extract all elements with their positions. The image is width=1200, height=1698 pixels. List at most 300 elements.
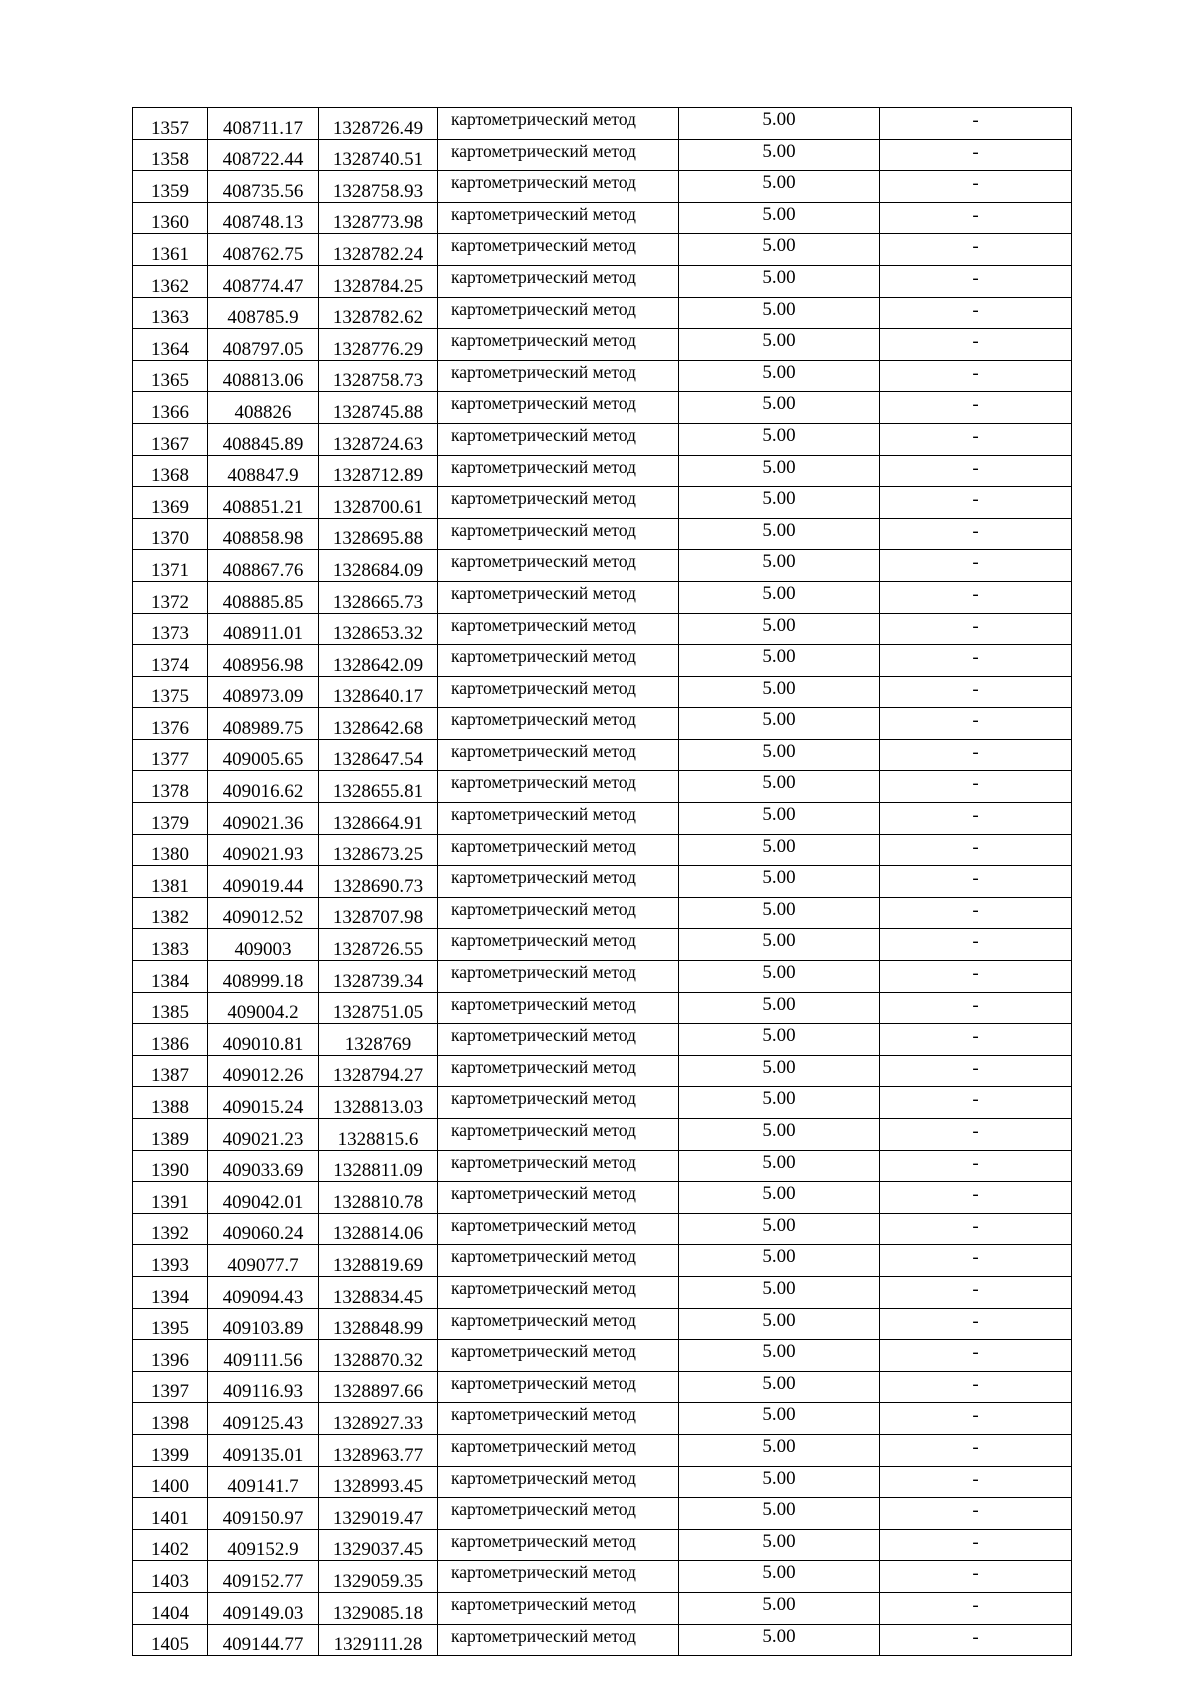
table-row	[133, 929, 1072, 961]
note-cell	[880, 234, 1072, 266]
method-cell	[438, 834, 679, 866]
table-row	[133, 234, 1072, 266]
y-coordinate-cell	[319, 1308, 438, 1340]
accuracy-text: 5.00	[762, 867, 796, 889]
note-cell	[880, 1150, 1072, 1182]
accuracy-cell	[679, 1308, 880, 1340]
method-cell	[438, 992, 679, 1024]
method-text: картометрический метод	[451, 172, 636, 193]
accuracy-text: 5.00	[762, 1435, 796, 1457]
accuracy-cell	[679, 708, 880, 740]
point-number-cell	[133, 487, 208, 519]
note-cell	[880, 360, 1072, 392]
x-coordinate-text: 408785.9	[227, 307, 299, 329]
y-coordinate-cell	[319, 708, 438, 740]
method-text: картометрический метод	[451, 930, 636, 951]
note-cell	[880, 1055, 1072, 1087]
method-cell	[438, 1561, 679, 1593]
point-number-cell	[133, 171, 208, 203]
x-coordinate-text: 409144.77	[222, 1634, 304, 1656]
note-cell	[880, 929, 1072, 961]
x-coordinate-text: 409149.03	[222, 1602, 304, 1624]
x-coordinate-cell	[208, 834, 319, 866]
accuracy-text: 5.00	[762, 266, 796, 288]
x-coordinate-text: 408813.06	[222, 370, 304, 392]
table-row	[133, 550, 1072, 582]
method-text: картометрический метод	[451, 488, 636, 509]
point-number-cell	[133, 1498, 208, 1530]
note-cell	[880, 866, 1072, 898]
point-number-text: 1390	[151, 1160, 189, 1182]
x-coordinate-cell	[208, 1245, 319, 1277]
accuracy-text: 5.00	[762, 361, 796, 383]
x-coordinate-text: 408847.9	[227, 465, 299, 487]
note-text: -	[972, 204, 979, 226]
x-coordinate-cell	[208, 1276, 319, 1308]
y-coordinate-text: 1328758.73	[332, 370, 424, 392]
note-text: -	[972, 299, 979, 321]
x-coordinate-text: 409012.26	[222, 1065, 304, 1087]
y-coordinate-cell	[319, 1529, 438, 1561]
point-number-cell	[133, 518, 208, 550]
method-cell	[438, 1529, 679, 1561]
accuracy-text: 5.00	[762, 646, 796, 668]
method-text: картометрический метод	[451, 582, 636, 603]
method-text: картометрический метод	[451, 1499, 636, 1520]
x-coordinate-cell	[208, 1434, 319, 1466]
y-coordinate-cell	[319, 297, 438, 329]
y-coordinate-text: 1328712.89	[332, 465, 424, 487]
accuracy-text: 5.00	[762, 203, 796, 225]
note-cell	[880, 1529, 1072, 1561]
y-coordinate-cell	[319, 1024, 438, 1056]
accuracy-cell	[679, 265, 880, 297]
x-coordinate-text: 408989.75	[222, 717, 304, 739]
x-coordinate-text: 408762.75	[222, 243, 304, 265]
method-cell	[438, 645, 679, 677]
accuracy-cell	[679, 1561, 880, 1593]
note-cell	[880, 265, 1072, 297]
method-cell	[438, 929, 679, 961]
method-text: картометрический метод	[451, 646, 636, 667]
accuracy-text: 5.00	[762, 298, 796, 320]
x-coordinate-cell	[208, 234, 319, 266]
note-cell	[880, 1308, 1072, 1340]
x-coordinate-cell	[208, 613, 319, 645]
method-text: картометрический метод	[451, 330, 636, 351]
accuracy-text: 5.00	[762, 519, 796, 541]
method-cell	[438, 739, 679, 771]
table-row	[133, 360, 1072, 392]
method-cell	[438, 234, 679, 266]
x-coordinate-text: 408956.98	[222, 654, 304, 676]
accuracy-text: 5.00	[762, 835, 796, 857]
point-number-text: 1370	[151, 528, 189, 550]
accuracy-cell	[679, 139, 880, 171]
point-number-cell	[133, 1024, 208, 1056]
table-row	[133, 1024, 1072, 1056]
table-row	[133, 739, 1072, 771]
y-coordinate-cell	[319, 1561, 438, 1593]
accuracy-cell	[679, 771, 880, 803]
table-row	[133, 202, 1072, 234]
method-cell	[438, 1371, 679, 1403]
method-cell	[438, 897, 679, 929]
note-cell	[880, 550, 1072, 582]
accuracy-text: 5.00	[762, 1562, 796, 1584]
accuracy-cell	[679, 581, 880, 613]
accuracy-text: 5.00	[762, 930, 796, 952]
note-cell	[880, 992, 1072, 1024]
note-text: -	[972, 1342, 979, 1364]
method-text: картометрический метод	[451, 519, 636, 540]
accuracy-cell	[679, 1119, 880, 1151]
method-cell	[438, 1087, 679, 1119]
accuracy-text: 5.00	[762, 1499, 796, 1521]
table-row	[133, 834, 1072, 866]
note-cell	[880, 1119, 1072, 1151]
method-cell	[438, 265, 679, 297]
table-row	[133, 961, 1072, 993]
y-coordinate-cell	[319, 1182, 438, 1214]
y-coordinate-text: 1328673.25	[332, 844, 424, 866]
y-coordinate-text: 1328782.62	[332, 307, 424, 329]
y-coordinate-cell	[319, 1340, 438, 1372]
point-number-cell	[133, 1055, 208, 1087]
x-coordinate-cell	[208, 1340, 319, 1372]
x-coordinate-text: 409012.52	[222, 907, 304, 929]
note-text: -	[972, 836, 979, 858]
note-text: -	[972, 931, 979, 953]
table-row	[133, 392, 1072, 424]
y-coordinate-cell	[319, 1119, 438, 1151]
method-text: картометрический метод	[451, 424, 636, 445]
x-coordinate-cell	[208, 992, 319, 1024]
x-coordinate-text: 409016.62	[222, 781, 304, 803]
accuracy-cell	[679, 202, 880, 234]
method-cell	[438, 866, 679, 898]
point-number-text: 1395	[151, 1318, 189, 1340]
accuracy-cell	[679, 518, 880, 550]
note-text: -	[972, 741, 979, 763]
point-number-text: 1388	[151, 1097, 189, 1118]
point-number-cell	[133, 108, 208, 140]
point-number-text: 1391	[151, 1191, 189, 1213]
x-coordinate-text: 409152.77	[222, 1570, 304, 1592]
point-number-text: 1382	[151, 907, 189, 929]
x-coordinate-cell	[208, 550, 319, 582]
method-cell	[438, 961, 679, 993]
x-coordinate-text: 408885.85	[222, 591, 304, 613]
table-row	[133, 645, 1072, 677]
point-number-text: 1402	[151, 1539, 189, 1561]
method-text: картометрический метод	[451, 235, 636, 256]
point-number-cell	[133, 1340, 208, 1372]
y-coordinate-text: 1328695.88	[332, 528, 424, 550]
point-number-cell	[133, 866, 208, 898]
x-coordinate-text: 409077.7	[227, 1254, 299, 1276]
x-coordinate-text: 409152.9	[227, 1539, 299, 1561]
table-row	[133, 329, 1072, 361]
point-number-cell	[133, 1561, 208, 1593]
method-text: картометрический метод	[451, 1025, 636, 1046]
y-coordinate-cell	[319, 487, 438, 519]
accuracy-cell	[679, 1403, 880, 1435]
point-number-cell	[133, 1276, 208, 1308]
method-cell	[438, 1403, 679, 1435]
x-coordinate-text: 409021.36	[222, 812, 304, 834]
y-coordinate-text: 1328758.93	[332, 180, 424, 202]
x-coordinate-text: 408797.05	[222, 338, 304, 360]
accuracy-text: 5.00	[762, 393, 796, 415]
y-coordinate-cell	[319, 423, 438, 455]
note-text: -	[972, 552, 979, 574]
point-number-cell	[133, 455, 208, 487]
table-row	[133, 1371, 1072, 1403]
table-row	[133, 139, 1072, 171]
x-coordinate-cell	[208, 1055, 319, 1087]
point-number-text: 1368	[151, 465, 189, 487]
accuracy-cell	[679, 1087, 880, 1119]
x-coordinate-cell	[208, 1213, 319, 1245]
accuracy-cell	[679, 234, 880, 266]
table-row	[133, 1498, 1072, 1530]
y-coordinate-text: 1329059.35	[332, 1570, 424, 1592]
point-number-text: 1386	[151, 1033, 189, 1055]
note-cell	[880, 329, 1072, 361]
y-coordinate-cell	[319, 645, 438, 677]
table-row	[133, 1119, 1072, 1151]
x-coordinate-text: 409060.24	[222, 1223, 304, 1245]
x-coordinate-text: 408735.56	[222, 180, 304, 202]
note-cell	[880, 613, 1072, 645]
y-coordinate-cell	[319, 202, 438, 234]
x-coordinate-cell	[208, 866, 319, 898]
note-text: -	[972, 994, 979, 1016]
y-coordinate-cell	[319, 834, 438, 866]
method-text: картометрический метод	[451, 266, 636, 287]
note-text: -	[972, 1405, 979, 1427]
note-cell	[880, 1024, 1072, 1056]
x-coordinate-text: 408748.13	[222, 212, 304, 234]
table-row	[133, 676, 1072, 708]
accuracy-text: 5.00	[762, 456, 796, 478]
y-coordinate-text: 1328815.6	[337, 1128, 419, 1150]
y-coordinate-text: 1328700.61	[332, 496, 424, 518]
y-coordinate-text: 1328653.32	[332, 623, 424, 645]
point-number-cell	[133, 1403, 208, 1435]
note-cell	[880, 487, 1072, 519]
method-text: картометрический метод	[451, 551, 636, 572]
method-cell	[438, 771, 679, 803]
y-coordinate-cell	[319, 1213, 438, 1245]
accuracy-cell	[679, 1371, 880, 1403]
y-coordinate-cell	[319, 866, 438, 898]
note-cell	[880, 771, 1072, 803]
method-cell	[438, 1276, 679, 1308]
table-row	[133, 897, 1072, 929]
method-text: картометрический метод	[451, 109, 636, 129]
point-number-cell	[133, 297, 208, 329]
method-text: картометрический метод	[451, 1056, 636, 1077]
x-coordinate-cell	[208, 392, 319, 424]
x-coordinate-cell	[208, 1529, 319, 1561]
point-number-text: 1387	[151, 1065, 189, 1087]
accuracy-text: 5.00	[762, 1183, 796, 1205]
table-row	[133, 487, 1072, 519]
accuracy-cell	[679, 992, 880, 1024]
point-number-text: 1376	[151, 717, 189, 739]
y-coordinate-cell	[319, 550, 438, 582]
x-coordinate-cell	[208, 1182, 319, 1214]
point-number-text: 1362	[151, 275, 189, 297]
note-text: -	[972, 1531, 979, 1553]
point-number-cell	[133, 234, 208, 266]
method-text: картометрический метод	[451, 898, 636, 919]
x-coordinate-cell	[208, 455, 319, 487]
note-cell	[880, 202, 1072, 234]
accuracy-cell	[679, 171, 880, 203]
y-coordinate-cell	[319, 1055, 438, 1087]
accuracy-text: 5.00	[762, 235, 796, 257]
method-cell	[438, 108, 679, 140]
point-number-text: 1372	[151, 591, 189, 613]
x-coordinate-text: 409003	[234, 939, 292, 961]
note-text: -	[972, 1026, 979, 1048]
y-coordinate-cell	[319, 803, 438, 835]
x-coordinate-cell	[208, 803, 319, 835]
table-row	[133, 1245, 1072, 1277]
method-cell	[438, 139, 679, 171]
note-cell	[880, 297, 1072, 329]
table-row	[133, 992, 1072, 1024]
note-cell	[880, 961, 1072, 993]
x-coordinate-text: 408845.89	[222, 433, 304, 455]
note-text: -	[972, 425, 979, 447]
method-text: картометрический метод	[451, 1530, 636, 1551]
point-number-text: 1365	[151, 370, 189, 392]
method-text: картометрический метод	[451, 1593, 636, 1614]
y-coordinate-text: 1328647.54	[332, 749, 424, 771]
method-cell	[438, 550, 679, 582]
point-number-text: 1393	[151, 1254, 189, 1276]
x-coordinate-text: 408711.17	[222, 117, 304, 139]
table-row	[133, 1624, 1072, 1656]
y-coordinate-text: 1328819.69	[332, 1254, 424, 1276]
table-row	[133, 171, 1072, 203]
table-row	[133, 518, 1072, 550]
point-number-text: 1394	[151, 1286, 189, 1308]
table-row	[133, 1182, 1072, 1214]
y-coordinate-text: 1328642.68	[332, 717, 424, 739]
point-number-text: 1404	[151, 1602, 189, 1624]
method-cell	[438, 1308, 679, 1340]
point-number-text: 1397	[151, 1381, 189, 1403]
y-coordinate-text: 1328726.55	[332, 939, 424, 961]
accuracy-cell	[679, 108, 880, 140]
point-number-text: 1400	[151, 1476, 189, 1498]
note-text: -	[972, 331, 979, 353]
x-coordinate-text: 408722.44	[222, 149, 304, 171]
table-row	[133, 108, 1072, 140]
method-cell	[438, 1119, 679, 1151]
method-cell	[438, 518, 679, 550]
point-number-cell	[133, 645, 208, 677]
point-number-text: 1405	[151, 1634, 189, 1656]
accuracy-text: 5.00	[762, 1088, 796, 1110]
note-cell	[880, 1087, 1072, 1119]
y-coordinate-cell	[319, 392, 438, 424]
accuracy-cell	[679, 1624, 880, 1656]
accuracy-cell	[679, 1498, 880, 1530]
accuracy-cell	[679, 1150, 880, 1182]
x-coordinate-text: 409135.01	[222, 1444, 304, 1466]
note-text: -	[972, 1468, 979, 1490]
x-coordinate-text: 409094.43	[222, 1286, 304, 1308]
method-text: картометрический метод	[451, 1183, 636, 1204]
note-cell	[880, 1182, 1072, 1214]
accuracy-text: 5.00	[762, 551, 796, 573]
x-coordinate-cell	[208, 1024, 319, 1056]
y-coordinate-cell	[319, 329, 438, 361]
accuracy-cell	[679, 1466, 880, 1498]
x-coordinate-text: 408867.76	[222, 559, 304, 581]
y-coordinate-cell	[319, 139, 438, 171]
note-text: -	[972, 805, 979, 827]
point-number-cell	[133, 897, 208, 929]
x-coordinate-text: 409042.01	[222, 1191, 304, 1213]
note-text: -	[972, 1089, 979, 1111]
method-cell	[438, 1624, 679, 1656]
point-number-text: 1358	[151, 149, 189, 171]
accuracy-text: 5.00	[762, 677, 796, 699]
table-row	[133, 1055, 1072, 1087]
note-text: -	[972, 1152, 979, 1174]
x-coordinate-cell	[208, 423, 319, 455]
y-coordinate-text: 1329111.28	[333, 1634, 423, 1656]
x-coordinate-cell	[208, 1308, 319, 1340]
table-row	[133, 613, 1072, 645]
y-coordinate-text: 1328927.33	[332, 1412, 424, 1434]
note-cell	[880, 455, 1072, 487]
y-coordinate-text: 1328794.27	[332, 1065, 424, 1087]
method-text: картометрический метод	[451, 203, 636, 224]
x-coordinate-text: 408999.18	[222, 970, 304, 992]
y-coordinate-cell	[319, 1592, 438, 1624]
x-coordinate-cell	[208, 1592, 319, 1624]
point-number-text: 1375	[151, 686, 189, 708]
method-text: картометрический метод	[451, 962, 636, 983]
method-cell	[438, 423, 679, 455]
y-coordinate-cell	[319, 1276, 438, 1308]
point-number-cell	[133, 961, 208, 993]
accuracy-text: 5.00	[762, 898, 796, 920]
method-text: картометрический метод	[451, 740, 636, 761]
accuracy-text: 5.00	[762, 1404, 796, 1426]
accuracy-text: 5.00	[762, 424, 796, 446]
point-number-text: 1381	[151, 875, 189, 897]
note-cell	[880, 1592, 1072, 1624]
x-coordinate-text: 409033.69	[222, 1160, 304, 1182]
x-coordinate-text: 409141.7	[227, 1476, 299, 1498]
y-coordinate-cell	[319, 1434, 438, 1466]
method-text: картометрический метод	[451, 1246, 636, 1267]
method-cell	[438, 1434, 679, 1466]
accuracy-text: 5.00	[762, 1625, 796, 1647]
table-row	[133, 866, 1072, 898]
note-cell	[880, 1434, 1072, 1466]
y-coordinate-cell	[319, 992, 438, 1024]
